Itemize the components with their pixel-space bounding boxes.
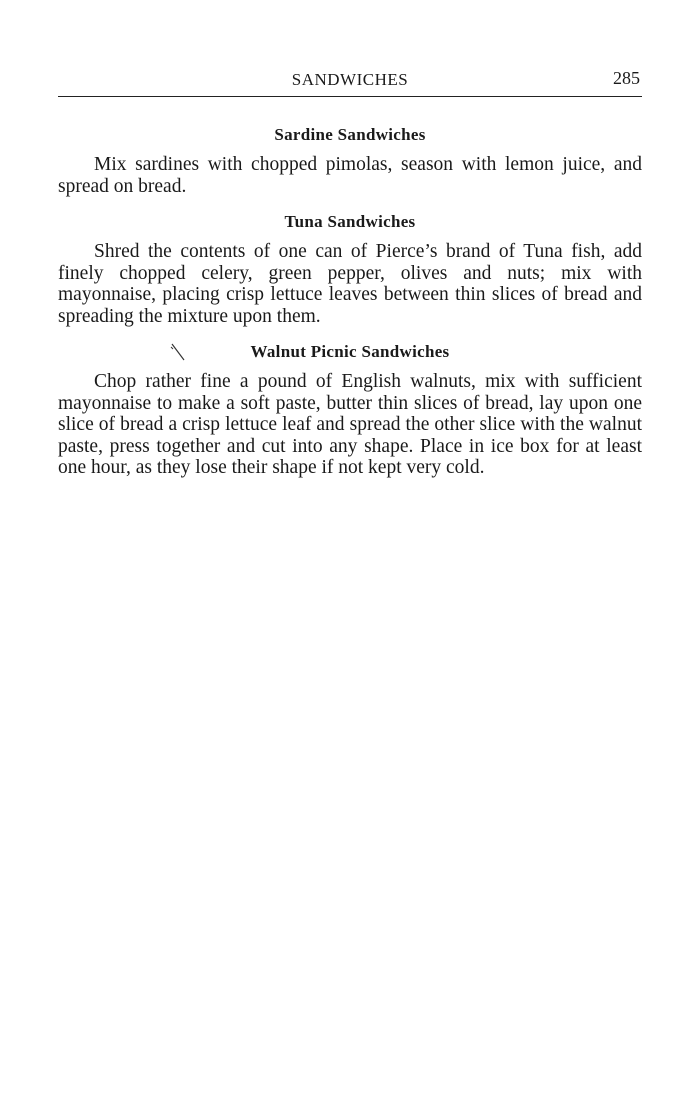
stray-pencil-mark — [168, 341, 188, 363]
recipe-walnut-picnic — [58, 341, 642, 479]
recipe-title: Tuna Sandwiches — [284, 212, 416, 231]
recipe-tuna — [58, 211, 642, 327]
recipe-text: Mix sardines with chopped pimolas, season with lemon juice, and spread on bread. — [58, 154, 642, 197]
running-title: SANDWICHES — [291, 70, 409, 89]
recipe-title: Walnut Picnic Sandwiches — [250, 342, 450, 361]
recipe-text: Shred the contents of one can of Pierce’s brand of Tuna fish, add finely chopped celery, green pepper, olives and nuts; mix with mayonnaise, placing crisp lettuce leaves between thin slices of bread and spreading the mixture upon them. — [58, 241, 642, 327]
page-number: 285 — [613, 68, 640, 88]
recipe-title: Sardine Sandwiches — [274, 125, 426, 144]
recipe-sardine — [58, 124, 642, 197]
running-head — [58, 70, 642, 92]
page-content — [58, 124, 642, 479]
header-rule — [58, 96, 642, 97]
recipe-text: Chop rather fine a pound of English walnuts, mix with sufficient mayonnaise to make a soft paste, butter thin slices of bread, lay upon one slice of bread a crisp lettuce leaf and spread the other slice with the walnut paste, press together and cut into any shape. Place in ice box for at least one hour, as they lose their shape if not kept very cold. — [58, 371, 642, 478]
